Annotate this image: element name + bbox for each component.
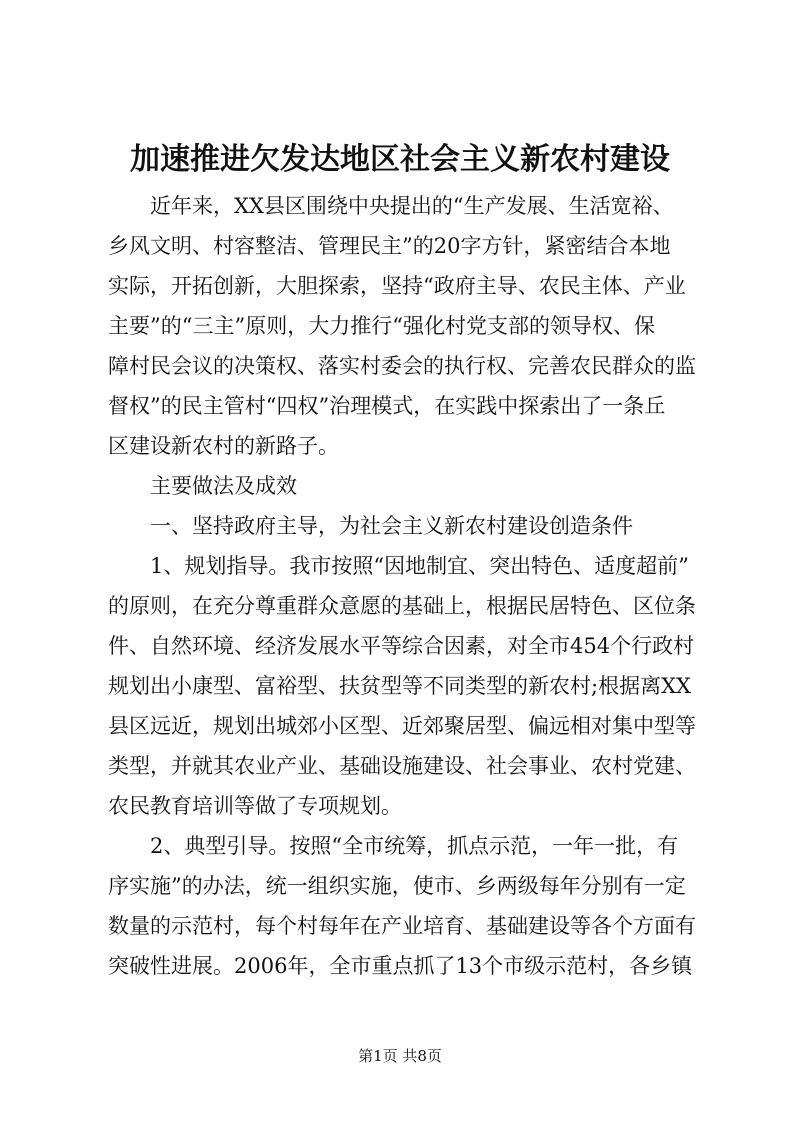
document-body bbox=[108, 186, 708, 986]
paragraph-line: 件、自然环境、经济发展水平等综合因素，对全市454个行政村 bbox=[108, 634, 695, 658]
paragraph-line: 区建设新农村的新路子。 bbox=[108, 434, 339, 458]
paragraph-line: 序实施”的办法，统一组织实施，使市、乡两级每年分别有一定 bbox=[108, 874, 686, 898]
page-footer: 第1页 共8页 bbox=[358, 1047, 442, 1065]
paragraph-line: 障村民会议的决策权、落实村委会的执行权、完善农民群众的监 bbox=[108, 354, 696, 378]
paragraph-line: 乡风文明、村容整洁、管理民主”的20字方针，紧密结合本地 bbox=[108, 234, 671, 258]
document-title: 加速推进欠发达地区社会主义新农村建设 bbox=[130, 142, 670, 177]
paragraph-line: 县区远近，规划出城郊小区型、近郊聚居型、偏远相对集中型等 bbox=[108, 714, 696, 738]
section-subheading: 一、坚持政府主导，为社会主义新农村建设创造条件 bbox=[150, 514, 633, 538]
paragraph-line: 主要”的“三主”原则，大力推行“强化村党支部的领导权、保 bbox=[108, 314, 655, 338]
paragraph-line: 2、典型引导。按照“全市统筹，抓点示范，一年一批，有 bbox=[150, 834, 679, 858]
paragraph-line: 类型，并就其农业产业、基础设施建设、社会事业、农村党建、 bbox=[108, 754, 696, 778]
paragraph-line: 数量的示范村，每个村每年在产业培育、基础建设等各个方面有 bbox=[108, 914, 696, 938]
paragraph-line: 实际，开拓创新，大胆探索，坚持“政府主导、农民主体、产业 bbox=[108, 274, 686, 298]
paragraph-line: 近年来，XX县区围绕中央提出的“生产发展、生活宽裕、 bbox=[150, 194, 674, 218]
paragraph-line: 的原则，在充分尊重群众意愿的基础上，根据民居特色、区位条 bbox=[108, 594, 696, 618]
paragraph-line: 督权”的民主管村“四权”治理模式，在实践中探索出了一条丘 bbox=[108, 394, 666, 418]
paragraph-line: 1、规划指导。我市按照“因地制宜、突出特色、适度超前” bbox=[150, 554, 689, 578]
paragraph-line: 突破性进展。2006年，全市重点抓了13个市级示范村，各乡镇 bbox=[108, 954, 693, 978]
section-heading: 主要做法及成效 bbox=[150, 474, 297, 498]
paragraph-line: 规划出小康型、富裕型、扶贫型等不同类型的新农村;根据离XX bbox=[108, 674, 691, 698]
paragraph-line: 农民教育培训等做了专项规划。 bbox=[108, 794, 402, 818]
